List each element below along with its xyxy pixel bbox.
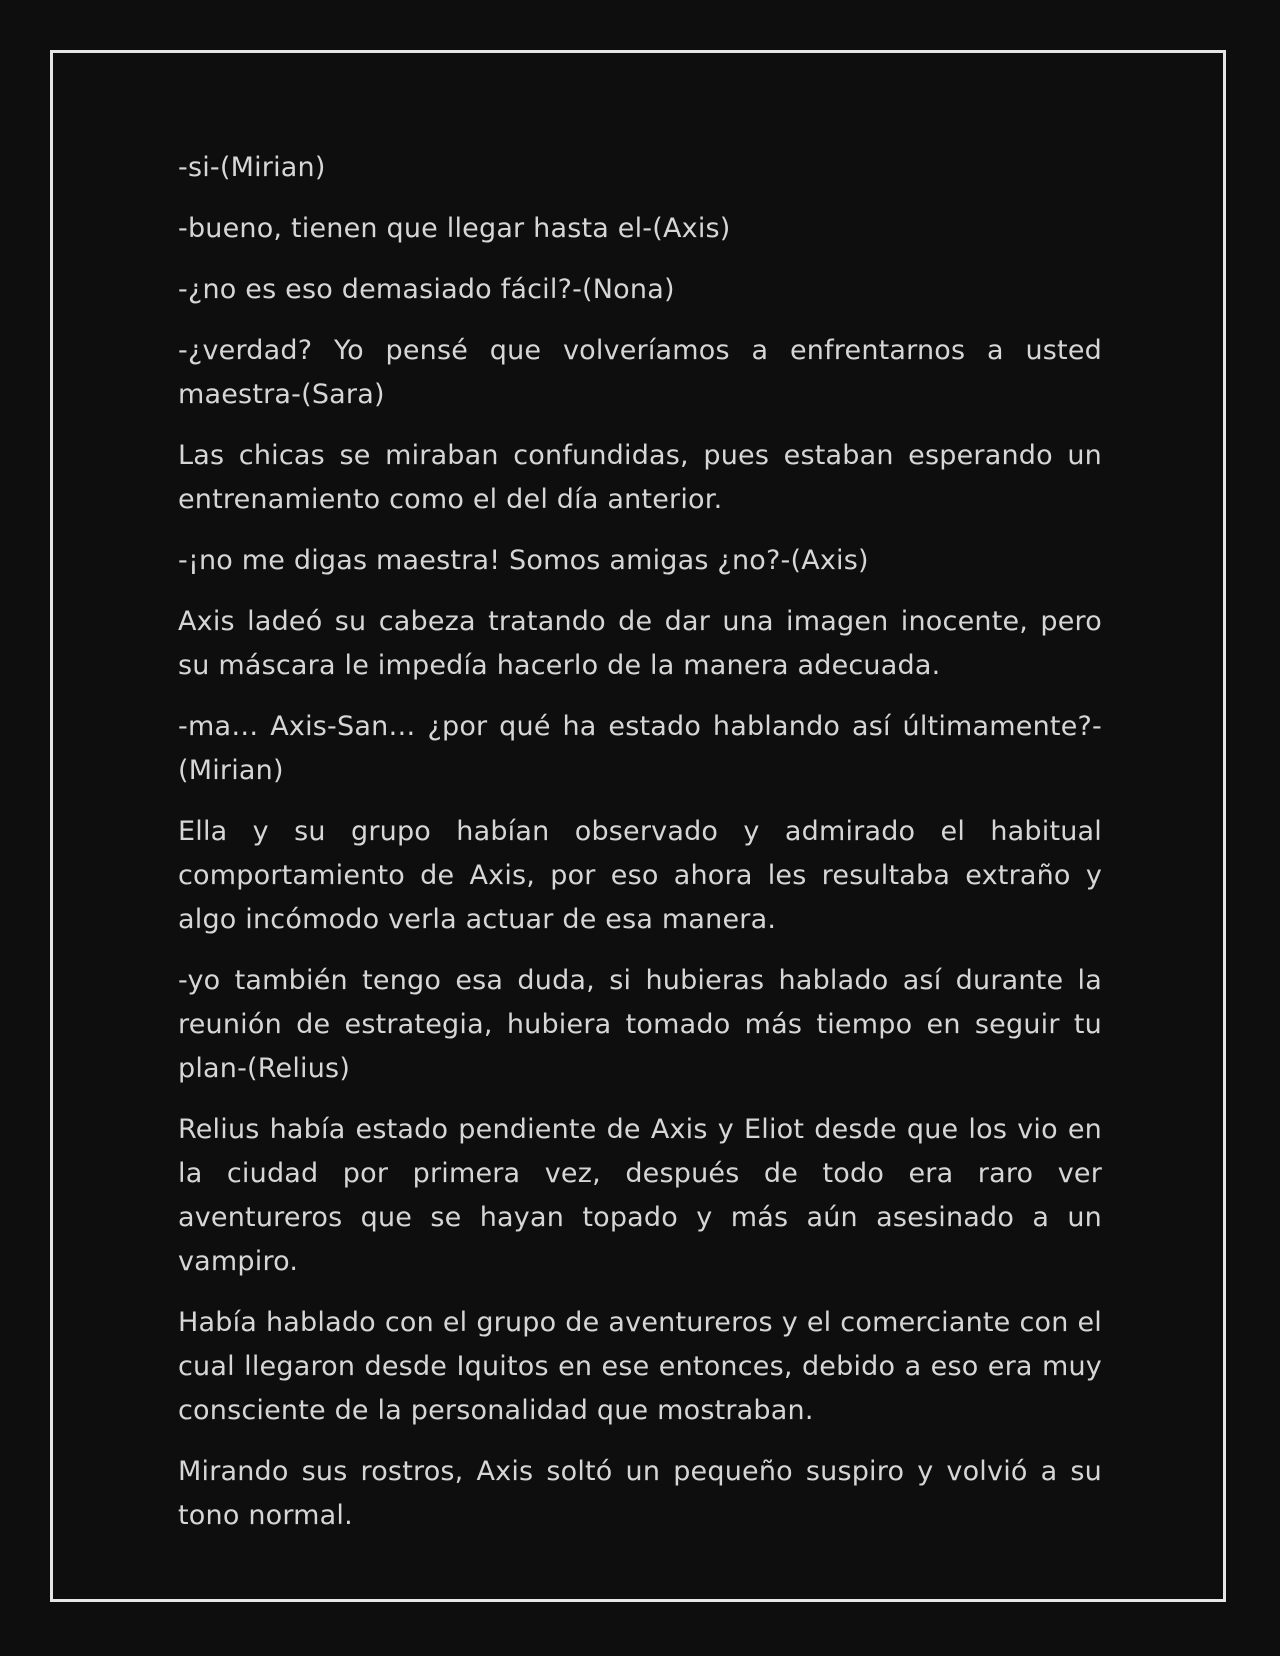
- paragraph: -ma… Axis-San… ¿por qué ha estado hablando así últimamente?-(Mirian): [178, 711, 1102, 786]
- paragraph: Relius había estado pendiente de Axis y Eliot desde que los vio en la ciudad por primera vez, después de todo era raro ver aventureros que se hayan topado y más aún asesinado a un vampiro.: [178, 1114, 1102, 1277]
- paragraph: -si-(Mirian): [178, 152, 326, 183]
- paragraph: Ella y su grupo habían observado y admirado el habitual comportamiento de Axis, por eso ahora les resultaba extraño y algo incómodo verla actuar de esa manera.: [178, 816, 1102, 935]
- paragraph: Las chicas se miraban confundidas, pues estaban esperando un entrenamiento como el del día anterior.: [178, 440, 1102, 515]
- paragraph: Mirando sus rostros, Axis soltó un pequeño suspiro y volvió a su tono normal.: [178, 1456, 1102, 1531]
- paragraph: Axis ladeó su cabeza tratando de dar una imagen inocente, pero su máscara le impedía hacerlo de la manera adecuada.: [178, 606, 1102, 681]
- paragraph: -¿verdad? Yo pensé que volveríamos a enfrentarnos a usted maestra-(Sara): [178, 335, 1102, 410]
- paragraph: -¿no es eso demasiado fácil?-(Nona): [178, 274, 675, 305]
- paragraph: Había hablado con el grupo de aventureros y el comerciante con el cual llegaron desde Iquitos en ese entonces, debido a eso era muy consciente de la personalidad que mostraban.: [178, 1307, 1102, 1426]
- paragraph: -¡no me digas maestra! Somos amigas ¿no?-(Axis): [178, 545, 869, 576]
- document-body: [178, 146, 1102, 1555]
- paragraph: -bueno, tienen que llegar hasta el-(Axis): [178, 213, 731, 244]
- paragraph: -yo también tengo esa duda, si hubieras hablado así durante la reunión de estrategia, hubiera tomado más tiempo en seguir tu plan-(Relius): [178, 965, 1102, 1084]
